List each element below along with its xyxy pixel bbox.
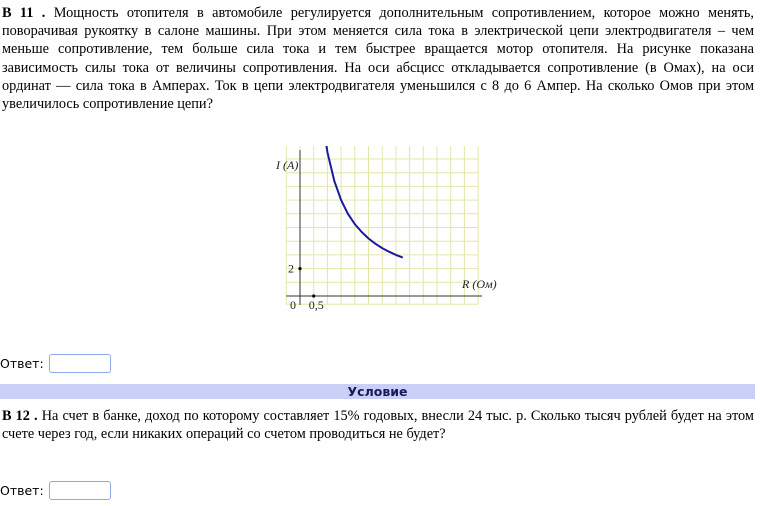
task-12-answer-label: Ответ: bbox=[0, 482, 44, 498]
x-tick-label: 0,5 bbox=[308, 298, 324, 312]
x-axis-label: R (Ом) bbox=[462, 277, 497, 291]
y-tick-label: 2 bbox=[288, 261, 294, 276]
task-11-answer-input[interactable] bbox=[49, 354, 111, 373]
task-12 bbox=[2, 407, 754, 443]
task-12-answer-input[interactable] bbox=[49, 481, 111, 500]
task-11-number: B 11 . bbox=[2, 5, 46, 21]
origin-label: 0 bbox=[290, 298, 296, 312]
task-12-answer-row bbox=[0, 479, 111, 501]
task-12-number: B 12 . bbox=[2, 408, 38, 424]
task-12-text: На счет в банке, доход по которому составляет 15% годовых, внесли 24 тыс. р. Сколько тысяч рублей будет на этом счете через год, если никаких операций со счетом проводиться не будет? bbox=[2, 408, 754, 443]
task-11-text: Мощность отопителя в автомобиле регулируется дополнительным сопротивлением, которое можно менять, поворачивая рукоятку в салоне машины. При этом меняется сила тока в электрической цепи электродвигателя – чем меньше сопротивление, тем больше сила тока и тем быстрее вращается мотор отопителя. На рисунке показана зависимость силы тока от величины сопротивления. На оси абсцисс откладывается сопротивление (в Омах), на оси ординат — сила тока в Амперах. Ток в цепи электродвигателя уменьшился с 8 до 6 Ампер. На сколько Омов при этом увеличилось сопротивление цепи? bbox=[2, 5, 754, 113]
task-11 bbox=[2, 4, 754, 113]
condition-bar[interactable]: Условие bbox=[0, 384, 755, 399]
y-tick-dot bbox=[298, 267, 301, 270]
task-11-answer-row bbox=[0, 352, 111, 374]
task-11-answer-label: Ответ: bbox=[0, 355, 44, 371]
current-resistance-graph bbox=[270, 146, 510, 316]
y-axis-label: I (A) bbox=[276, 158, 299, 172]
